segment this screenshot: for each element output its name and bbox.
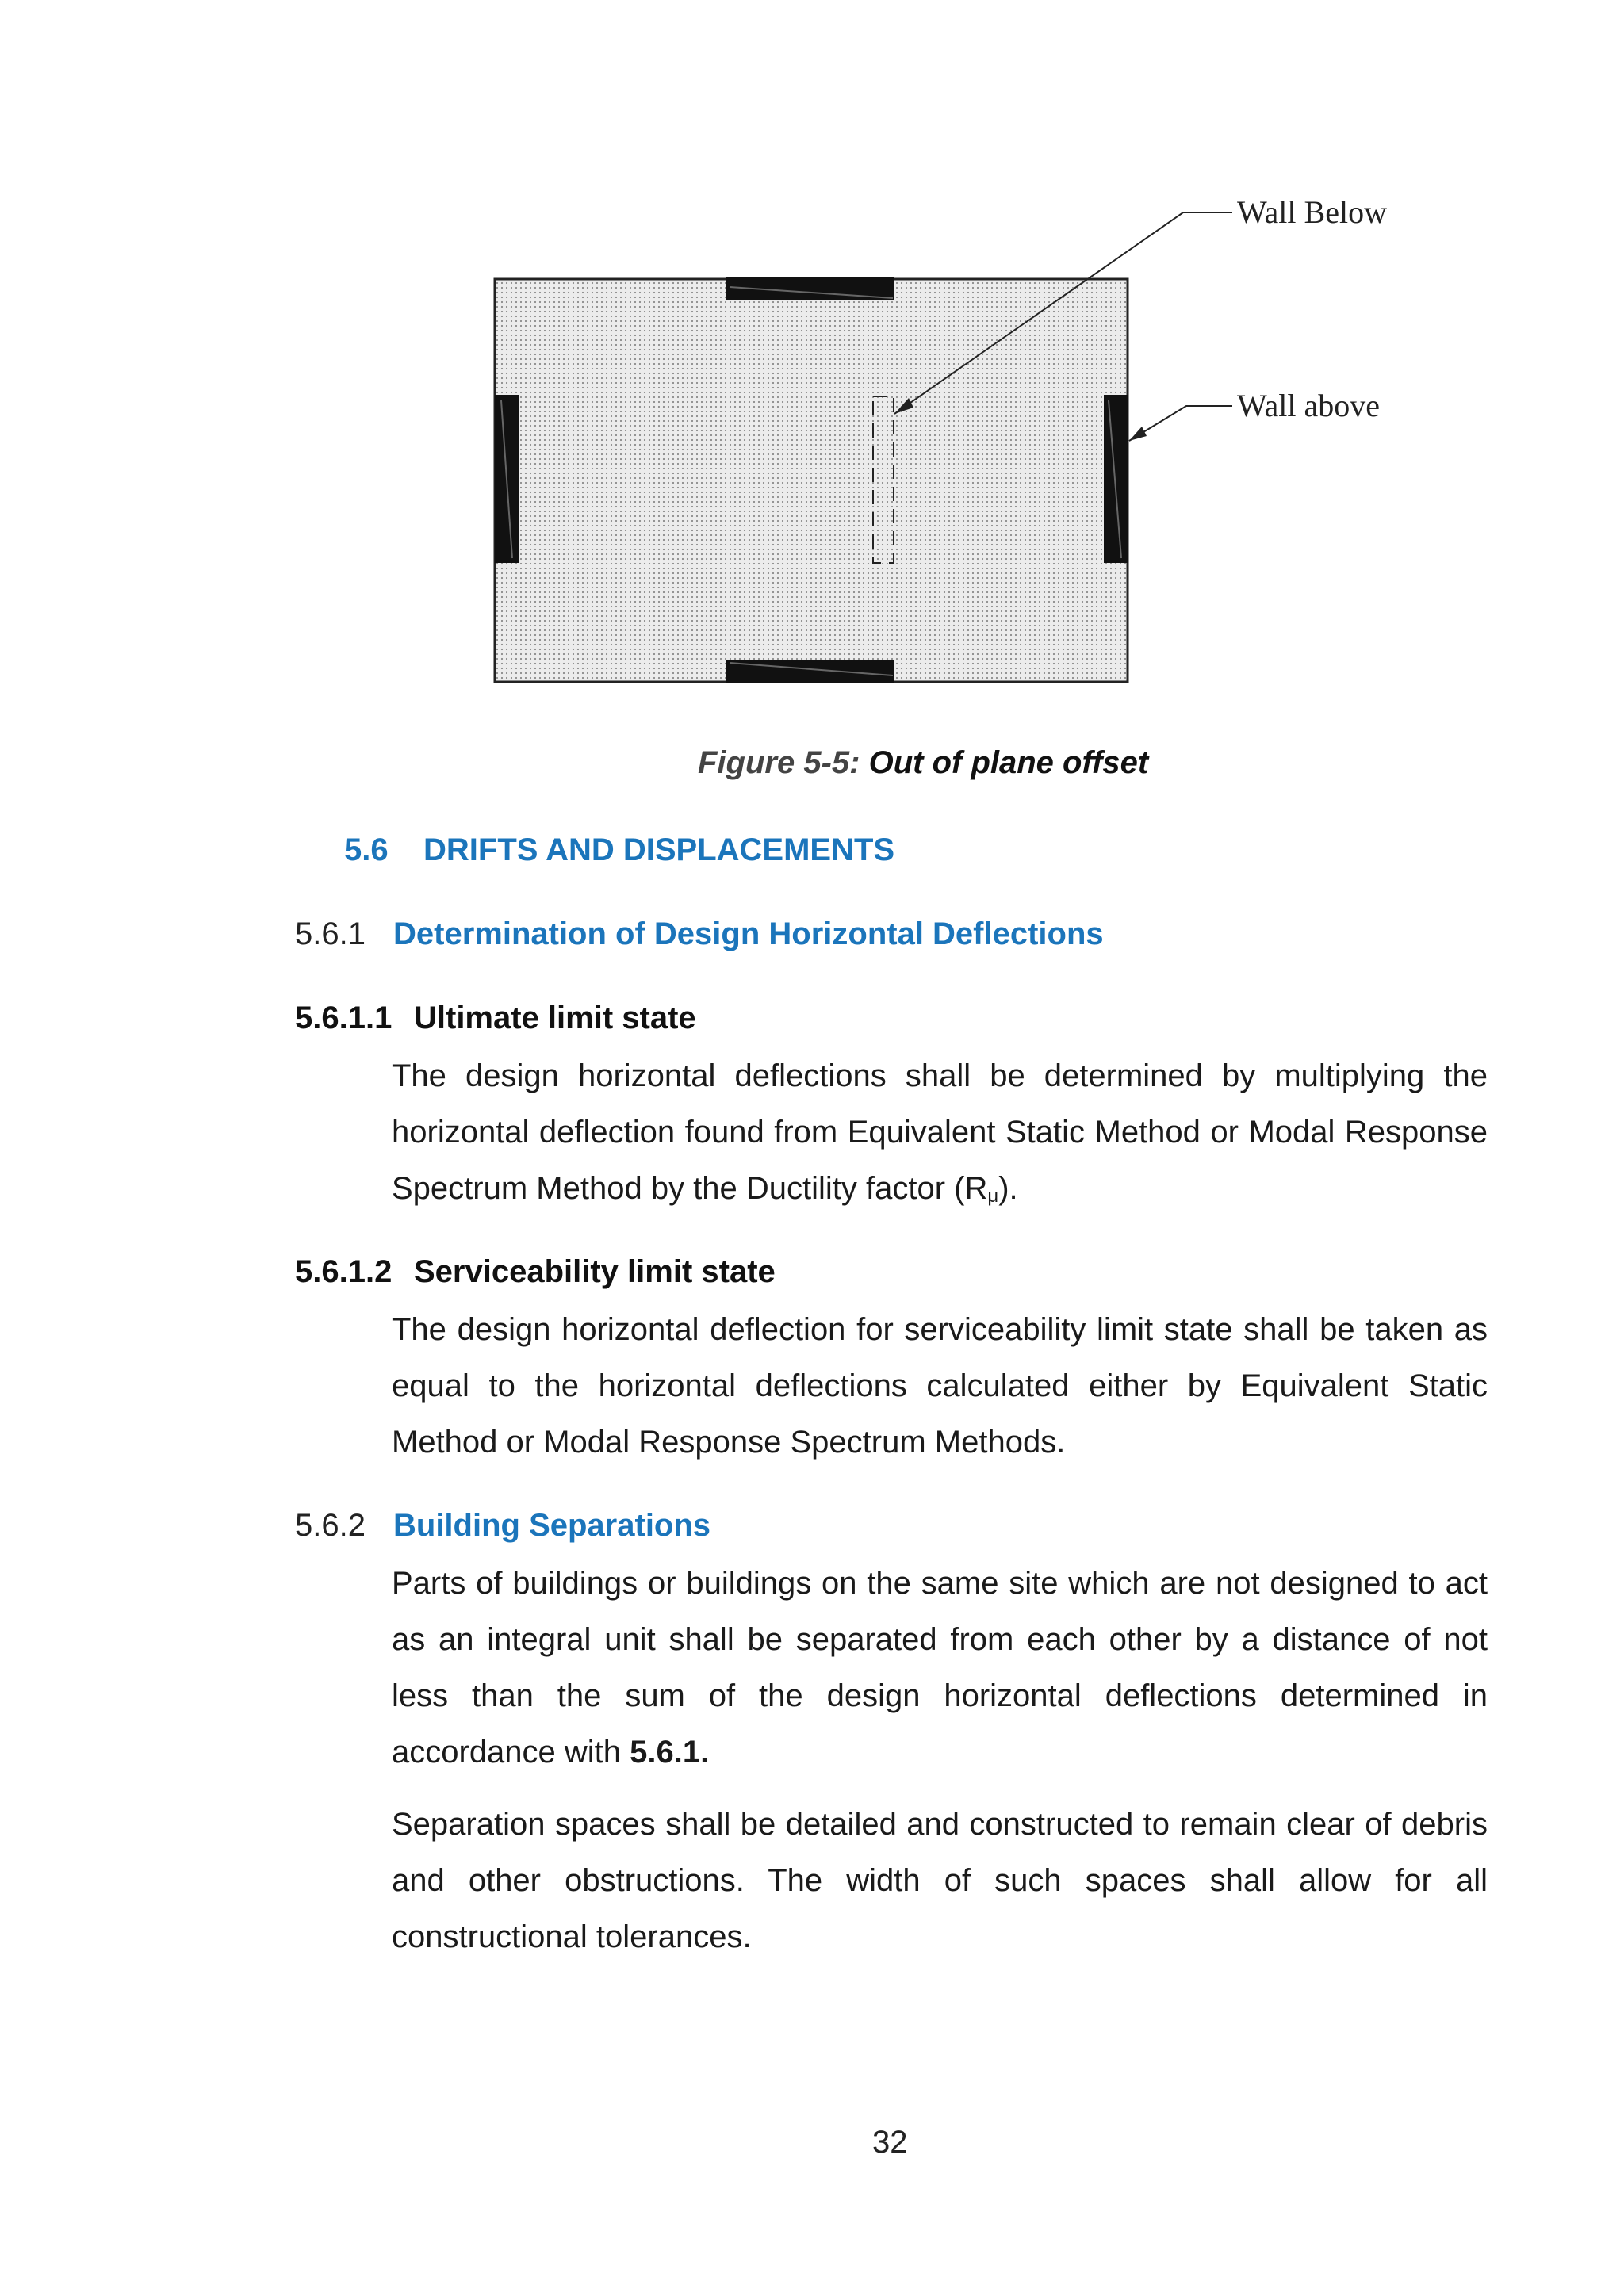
section-reference: 5.6.1. [630, 1735, 710, 1770]
wall-above-label: Wall above [1237, 388, 1381, 423]
section-heading-5-6-2 [295, 1508, 710, 1544]
figure-caption-prefix: Figure 5-5: [698, 745, 860, 780]
floor-slab [495, 279, 1128, 682]
section-heading-5-6-1 [295, 916, 1104, 952]
section-heading-5-6-1-1 [295, 1001, 696, 1036]
paragraph-text: The design horizontal deflections shall be determined by multiplying the horizontal deflection found from Equivalent Static Method or Modal Response Spectrum Method by the Ductility factor (R [392, 1058, 1488, 1206]
wall-right [1104, 395, 1128, 563]
paragraph-building-separations-2: Separation spaces shall be detailed and constructed to remain clear of debris and other obstructions. The width of such spaces shall allow for all constructional tolerances. [392, 1807, 1488, 1954]
section-title: DRIFTS AND DISPLACEMENTS [423, 832, 895, 867]
paragraph-building-separations-1 [392, 1556, 1488, 1781]
out-of-plane-offset-figure [0, 0, 1624, 714]
section-number: 5.6 [344, 832, 389, 867]
section-title: Building Separations [393, 1508, 711, 1543]
section-number: 5.6.1.2 [295, 1254, 393, 1289]
paragraph-text: Parts of buildings or buildings on the same site which are not designed to act as an integral unit shall be separated from each other by a distance of not less than the sum of the design horizontal deflections determined in accordance with [392, 1566, 1488, 1770]
figure-caption [698, 745, 1148, 781]
section-heading-5-6-1-2 [295, 1254, 776, 1290]
figure-caption-title: Out of plane offset [868, 745, 1149, 780]
section-number: 5.6.1.1 [295, 1001, 393, 1035]
section-number: 5.6.2 [295, 1508, 366, 1543]
section-title: Determination of Design Horizontal Deflections [393, 916, 1104, 951]
ductility-subscript: μ [987, 1185, 999, 1207]
section-title: Ultimate limit state [414, 1001, 696, 1035]
paragraph-text-end: ). [998, 1171, 1018, 1206]
paragraph-serviceability-limit-state: The design horizontal deflection for serviceability limit state shall be taken as equal to the horizontal deflections calculated either by Equivalent Static Method or Modal Response Spectrum Methods. [392, 1312, 1488, 1460]
section-heading-5-6 [344, 832, 894, 868]
section-title: Serviceability limit state [414, 1254, 776, 1289]
wall-below-label: Wall Below [1237, 194, 1387, 230]
wall-bottom [726, 660, 894, 683]
paragraph-ultimate-limit-state [392, 1048, 1488, 1224]
section-number: 5.6.1 [295, 916, 366, 951]
page-number: 32 [872, 2125, 908, 2160]
